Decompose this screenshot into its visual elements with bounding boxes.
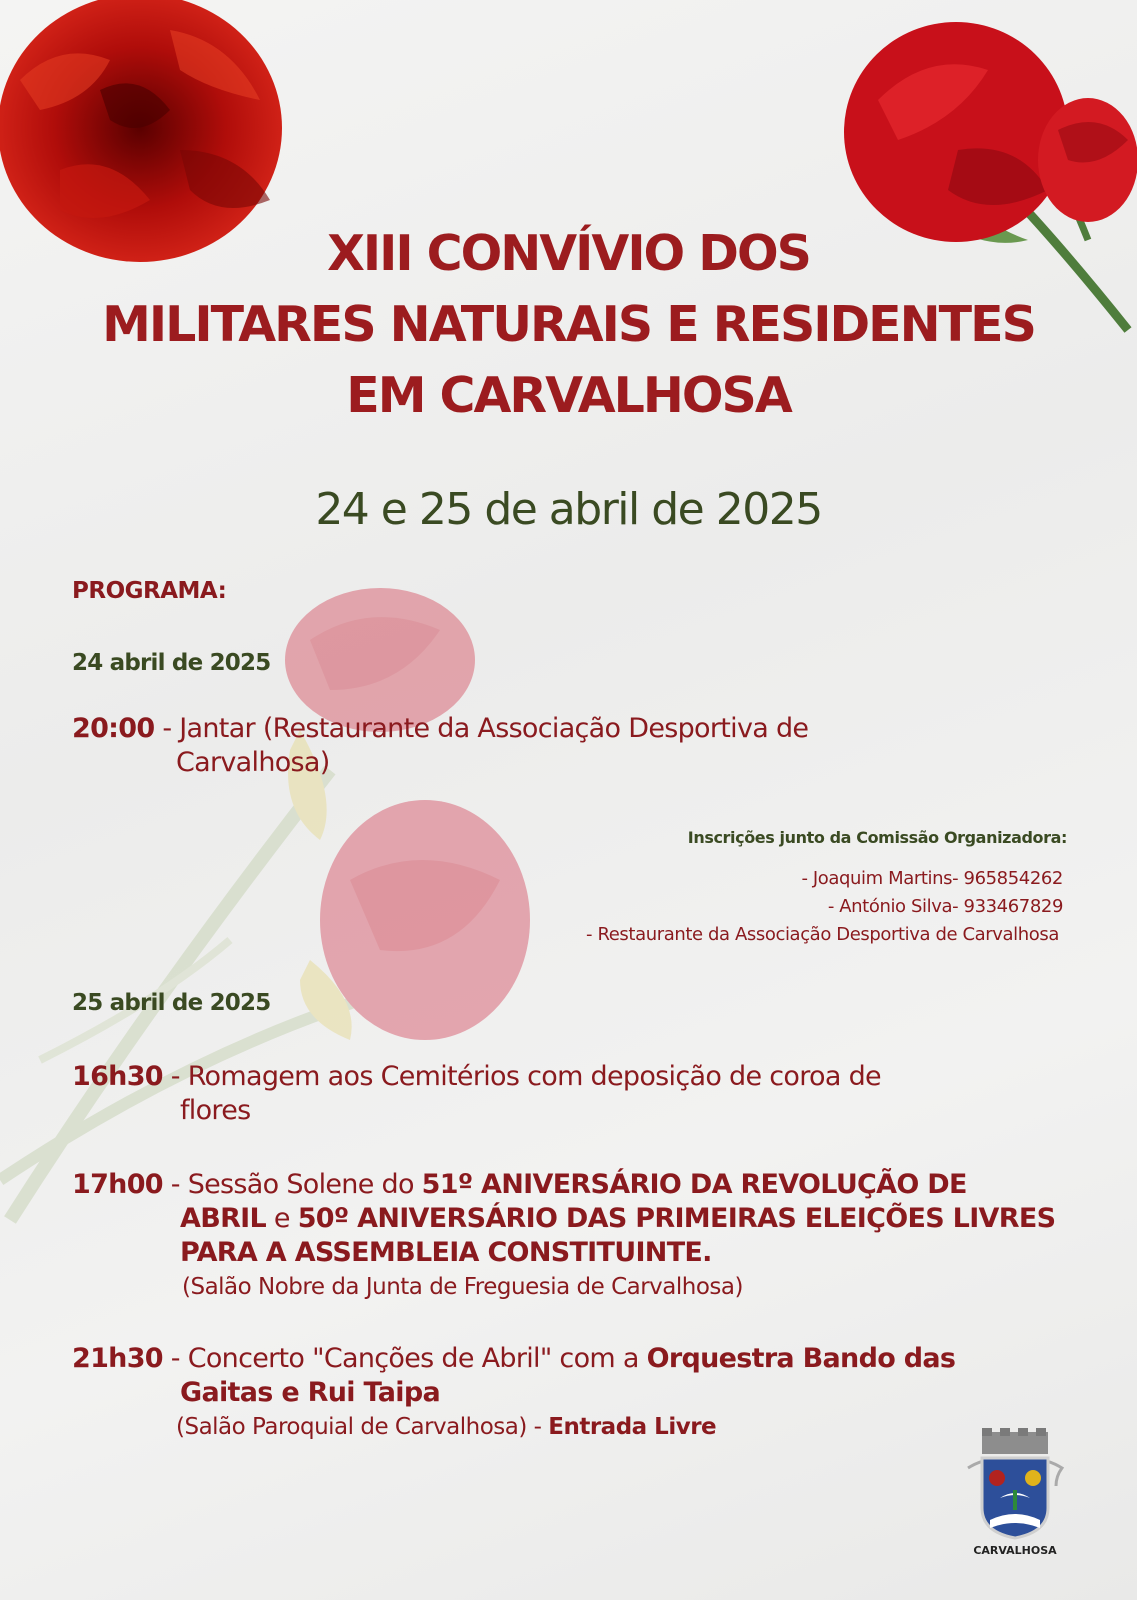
event-text-continued: Carvalhosa) [176, 747, 330, 778]
event-highlight: Gaitas e Rui Taipa [180, 1377, 440, 1408]
event-concert [72, 1342, 1112, 1444]
event-text: Concerto "Canções de Abril" com a [187, 1343, 647, 1374]
event-location: (Salão Nobre da Junta de Freguesia de Carvalhosa) [182, 1274, 743, 1300]
event-title [0, 218, 1137, 431]
event-solemn-session [72, 1168, 1112, 1304]
event-highlight: ABRIL [180, 1203, 267, 1234]
day2-heading: 25 abril de 2025 [72, 990, 271, 1016]
event-time: 20:00 [72, 713, 155, 744]
event-separator: - [162, 713, 172, 744]
event-time: 17h00 [72, 1169, 163, 1200]
crest-label: CARVALHOSA [973, 1544, 1057, 1557]
event-text: Romagem aos Cemitérios com deposição de coroa de [187, 1061, 881, 1092]
event-separator: - [170, 1061, 180, 1092]
carnation-background-icon [0, 580, 560, 1260]
event-location-text: (Salão Paroquial de Carvalhosa) - [176, 1414, 549, 1440]
entry-free: Entrada Livre [548, 1414, 717, 1440]
registration-contact: - Restaurante da Associação Desportiva de Carvalhosa [586, 924, 1059, 945]
event-time: 16h30 [72, 1061, 163, 1092]
event-text: Sessão Solene do [187, 1169, 422, 1200]
event-highlight: Orquestra Bando das [646, 1343, 956, 1374]
event-separator: - [170, 1343, 180, 1374]
event-highlight: 50º ANIVERSÁRIO DAS PRIMEIRAS ELEIÇÕES LIVRES [297, 1203, 1056, 1234]
registration-heading: Inscrições junto da Comissão Organizadora: [687, 828, 1067, 847]
day1-heading: 24 abril de 2025 [72, 650, 271, 676]
event-text: e [266, 1203, 298, 1234]
event-separator: - [170, 1169, 180, 1200]
event-text-continued: flores [180, 1095, 251, 1126]
event-highlight: 51º ANIVERSÁRIO DA REVOLUÇÃO DE [421, 1169, 967, 1200]
title-line-3: EM CARVALHOSA [346, 367, 791, 424]
registration-contact: - Joaquim Martins- 965854262 [801, 868, 1063, 889]
event-date: 24 e 25 de abril de 2025 [315, 484, 822, 535]
event-highlight: PARA A ASSEMBLEIA CONSTITUINTE. [180, 1237, 712, 1268]
programa-heading: PROGRAMA: [72, 578, 227, 604]
title-line-1: XIII CONVÍVIO DOS [327, 225, 810, 282]
event-dinner [72, 712, 1072, 780]
event-time: 21h30 [72, 1343, 163, 1374]
event-text: Jantar (Restaurante da Associação Desportiva de [179, 713, 809, 744]
title-line-2: MILITARES NATURAIS E RESIDENTES [102, 296, 1035, 353]
registration-contact: - António Silva- 933467829 [827, 896, 1063, 917]
coat-of-arms-icon [960, 1428, 1070, 1544]
event-pilgrimage [72, 1060, 1072, 1128]
event-location [72, 1410, 1112, 1444]
parish-crest [960, 1428, 1070, 1564]
